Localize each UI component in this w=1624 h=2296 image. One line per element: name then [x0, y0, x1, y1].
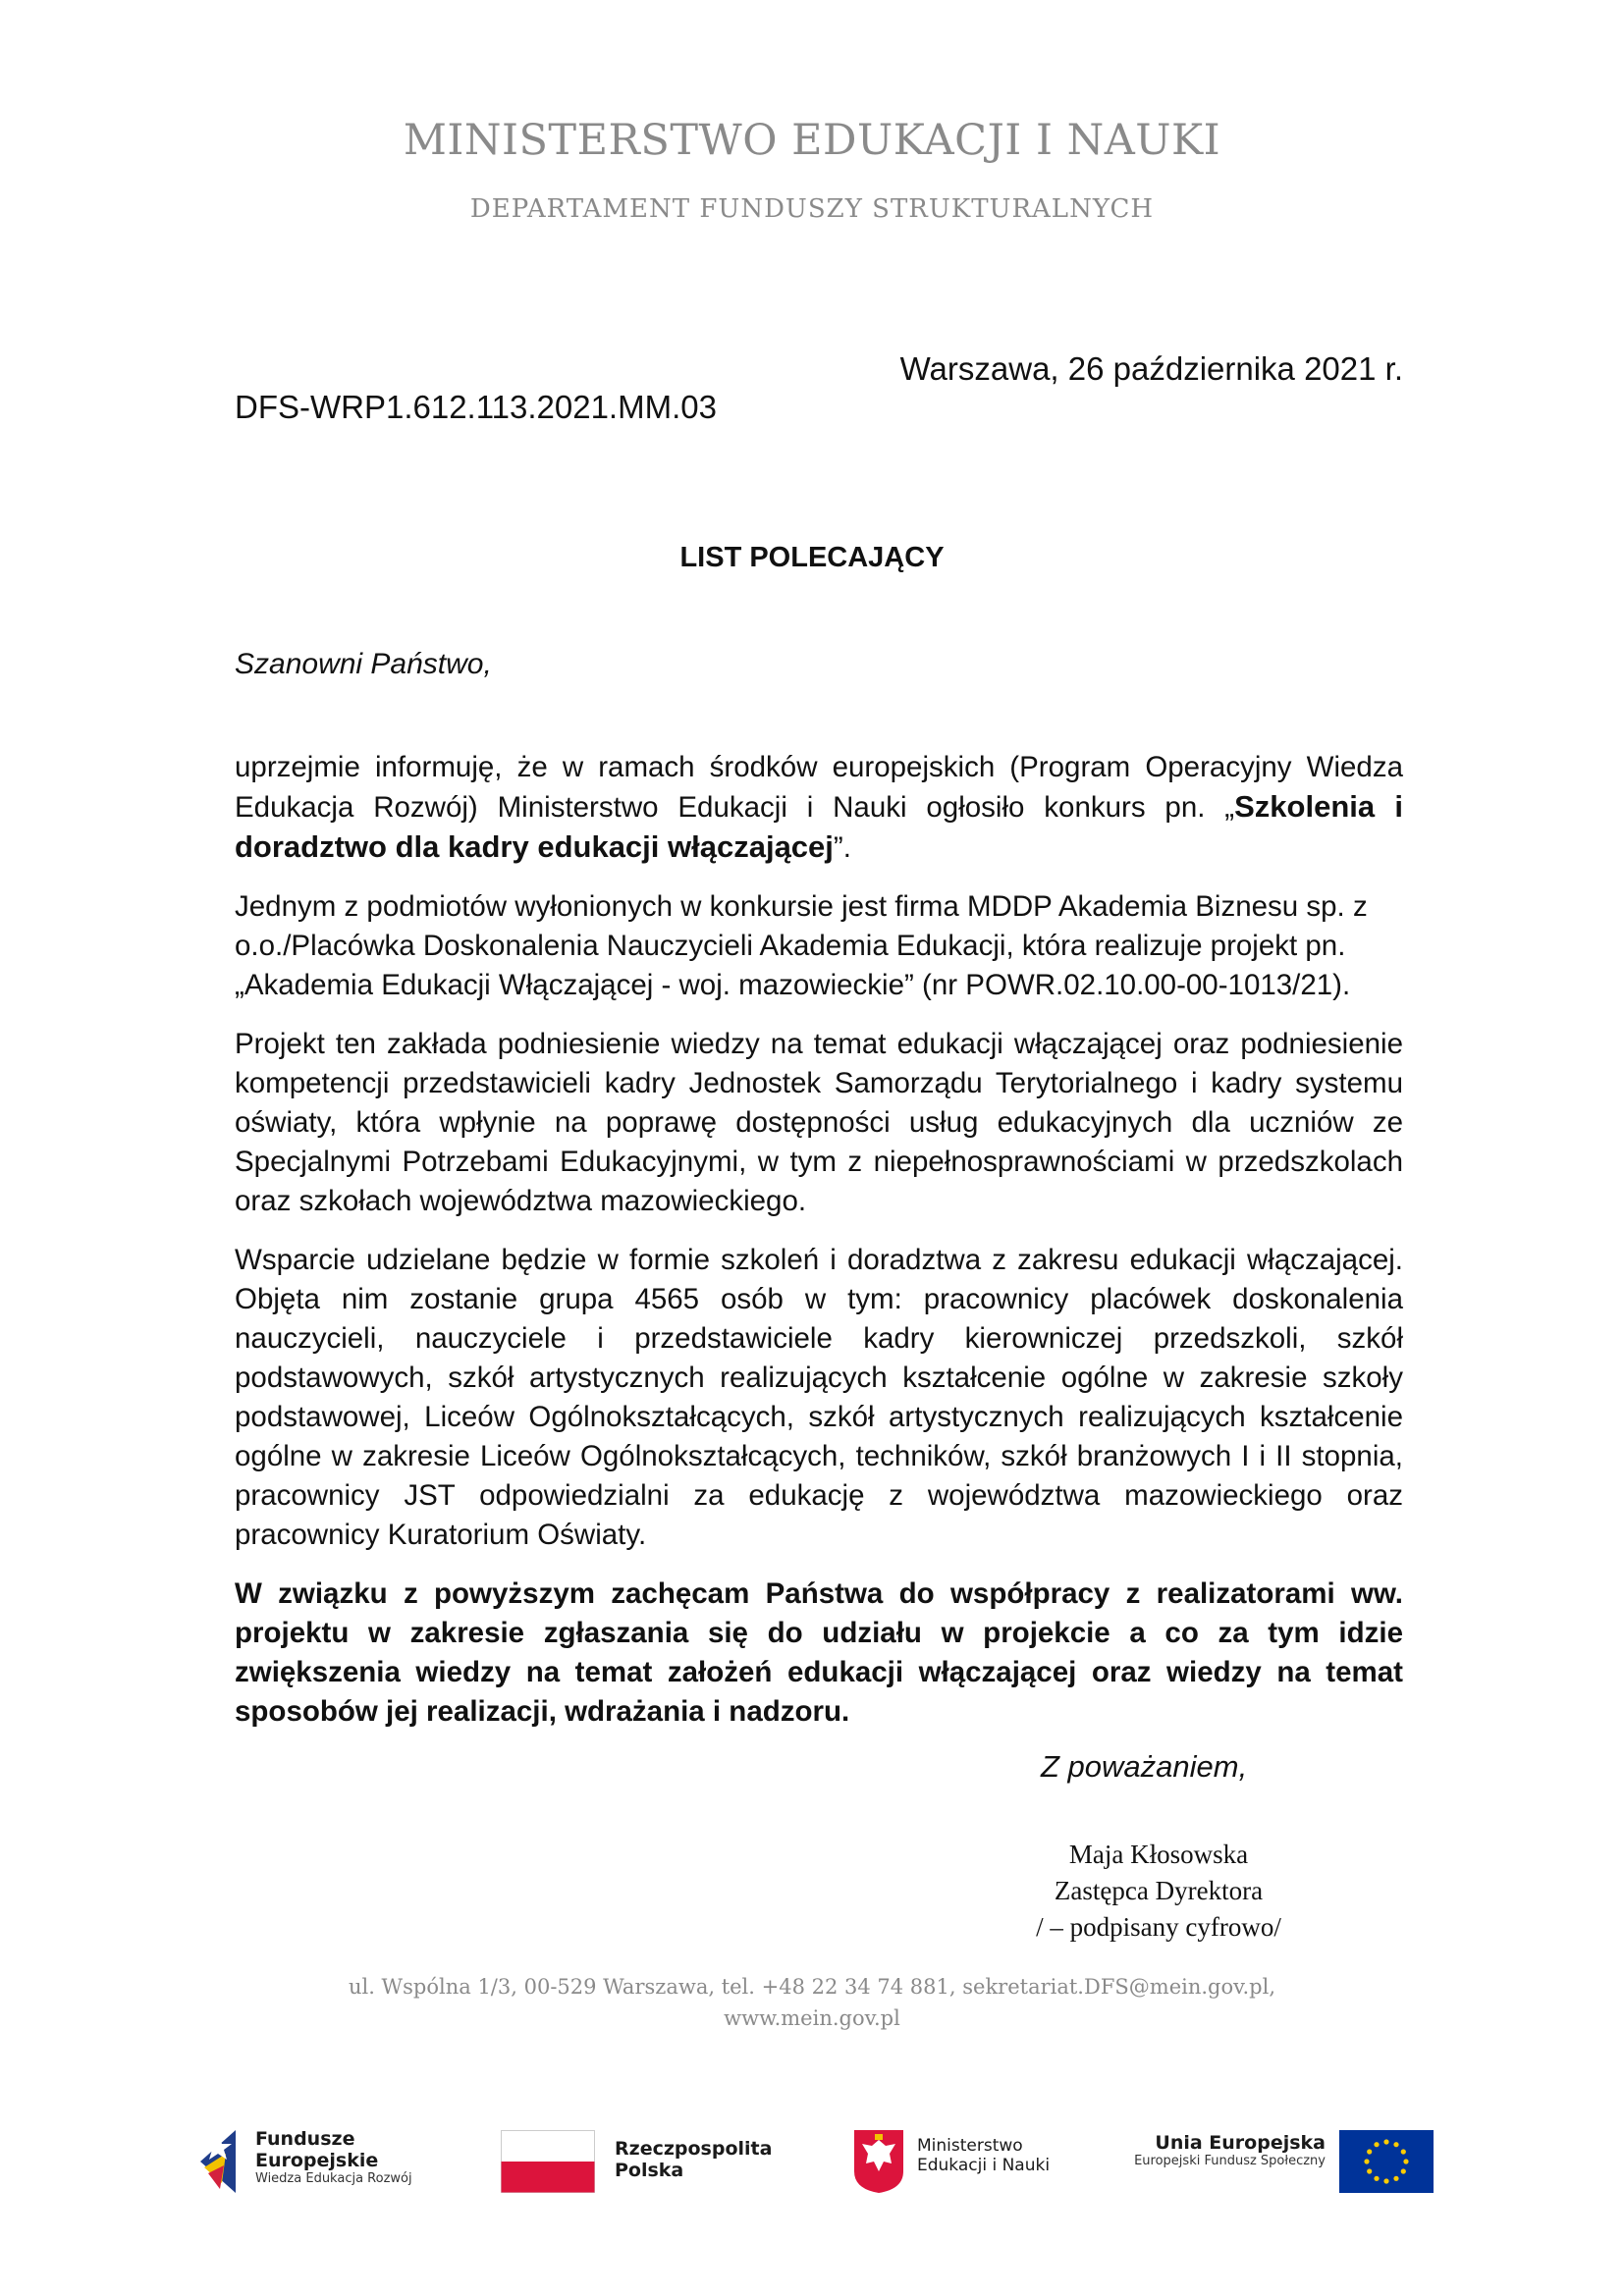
signed-note: / – podpisany cyfrowo/ — [1036, 1912, 1281, 1942]
eu-flag-icon — [1339, 2130, 1434, 2193]
paragraph-5: W związku z powyższym zachęcam Państwa do współpracy z realizatorami ww. projektu w zakresie zgłaszania się do udziału w projekcie a co za tym idzie zwiększenia wiedzy na temat założeń edukacji włączającej oraz wiedzy na temat sposobów jej realizacji, wdrażania i nadzoru. — [235, 1577, 1403, 1728]
ue-line2: Europejski Fundusz Społeczny — [1134, 2154, 1326, 2168]
fe-line1: Fundusze — [255, 2128, 355, 2150]
signature-block — [962, 1837, 1355, 1946]
department-header: DEPARTAMENT FUNDUSZY STRUKTURALNYCH — [469, 194, 1155, 224]
paragraph-1 — [235, 748, 1403, 868]
ue-line1: Unia Europejska — [1155, 2132, 1326, 2154]
greeting: Szanowni Państwo, — [235, 648, 492, 680]
paragraph-1-end: ”. — [833, 831, 851, 864]
paragraph-4: Wsparcie udzielane będzie w formie szkoleń i doradztwa z zakresu edukacji włączającej. Objęta nim zostanie grupa 4565 osób w tym: pracownicy placówek doskonalenia nauczycieli, nauczyciele i przedstawiciele kadry kierowniczej przedszkoli, szkół podstawowych, szkół artystycznych realizujących kształcenie ogólne w zakresie szkoły podstawowej, Liceów Ogólnokształcących, szkół artystycznych realizujących kształcenie ogólne w zakresie Liceów Ogólnokształcących, techników, szkół branżowych I i II stopnia, pracownicy JST odpowiedzialni za edukację z województwa mazowieckiego oraz pracownicy Kuratorium Oświaty. — [235, 1244, 1403, 1551]
letter-body — [235, 748, 1403, 1751]
reference-number: DFS-WRP1.612.113.2021.MM.03 — [235, 389, 717, 425]
fe-line3: Wiedza Edukacja Rozwój — [255, 2171, 412, 2186]
mein-line1: Ministerstwo — [917, 2136, 1023, 2156]
footer-address-line: ul. Wspólna 1/3, 00-529 Warszawa, tel. +48 22 34 74 881, sekretariat.DFS@mein.gov.pl, — [348, 1975, 1276, 1999]
polish-flag-icon — [501, 2130, 595, 2193]
unia-europejska-logo — [1129, 2122, 1434, 2201]
fundusze-europejskie-logo — [196, 2122, 452, 2201]
closing-regards: Z poważaniem, — [1041, 1749, 1248, 1784]
fe-star-icon — [196, 2122, 240, 2201]
contest-name: Szkolenia i doradztwo dla kadry edukacji włączającej — [235, 789, 1404, 864]
mein-line2: Edukacji i Nauki — [917, 2156, 1051, 2175]
paragraph-3: Projekt ten zakłada podniesienie wiedzy na temat edukacji włączającej oraz podniesienie kompetencji przedstawicieli kadry Jednostek Samorządu Terytorialnego i kadry systemu oświaty, która wpłynie na poprawę dostępności usług edukacyjnych dla uczniów ze Specjalnymi Potrzebami Edukacyjnymi, w tym z niepełnosprawnościami w przedszkolach oraz szkołach województwa mazowieckiego. — [235, 1028, 1403, 1217]
paragraph-1-text: uprzejmie informuję, że w ramach środków europejskich (Program Operacyjny Wiedza Edukacja Rozwój) Ministerstwo Edukacji i Nauki ogłosiło konkurs pn. „ — [235, 751, 1403, 824]
footer-website: www.mein.gov.pl — [724, 2006, 900, 2030]
letter-date: Warszawa, 26 października 2021 r. — [899, 350, 1403, 387]
rp-line2: Polska — [615, 2160, 684, 2181]
footer-logos — [0, 2122, 1624, 2201]
ministry-logo — [852, 2122, 1108, 2201]
letter-title: LIST POLECAJĄCY — [679, 542, 945, 573]
signer-role: Zastępca Dyrektora — [1054, 1876, 1264, 1905]
rp-line1: Rzeczpospolita — [615, 2138, 773, 2160]
signer-name: Maja Kłosowska — [1068, 1840, 1249, 1869]
footer-address — [0, 1971, 1624, 2034]
rzeczpospolita-polska-logo — [501, 2122, 795, 2201]
fe-line2: Europejskie — [255, 2150, 379, 2171]
ministry-header: MINISTERSTWO EDUKACJI I NAUKI — [403, 116, 1221, 165]
paragraph-2: Jednym z podmiotów wyłonionych w konkursie jest firma MDDP Akademia Biznesu sp. z o.o./Placówka Doskonalenia Nauczycieli Akademia Edukacji, która realizuje projekt pn. „Akademia Edukacji Włączającej - woj. mazowieckie” (nr POWR.02.10.00-00-1013/21). — [235, 890, 1368, 1001]
polish-eagle-emblem-icon — [852, 2128, 905, 2195]
